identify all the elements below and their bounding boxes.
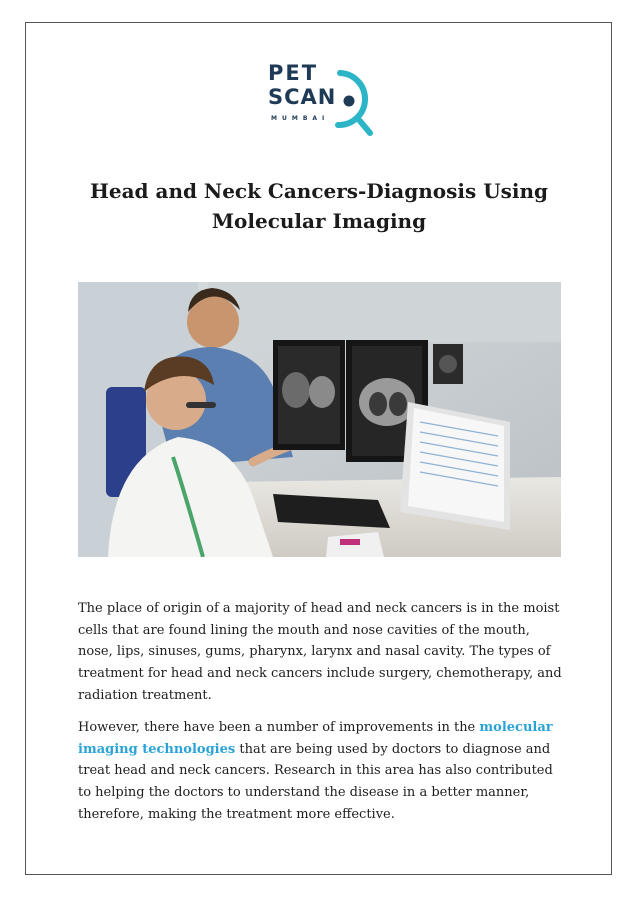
logo-scan: SCAN [268, 85, 337, 109]
petscan-logo [268, 63, 380, 143]
paragraph-2 [78, 717, 568, 826]
paragraph-2-intro: However, there have been a number of improvements in the [78, 720, 480, 735]
logo-mumbai: MUMBAI [271, 115, 330, 122]
title-line-1: Head and Neck Cancers-Diagnosis Using [89, 179, 549, 203]
paragraph-2-rest: that are being used by doctors to diagnose and treat head and neck cancers. Research in this area has also contributed to helping the doctors to understand the disease in a better manner, therefore, making the treatment more effective. [78, 741, 553, 822]
logo-pet: PET [268, 61, 319, 85]
molecular-imaging-link[interactable]: molecular imaging technologies [78, 720, 553, 757]
paragraph-1: The place of origin of a majority of head and neck cancers is in the moist cells that are found lining the mouth and nose cavities of the mouth, nose, lips, sinuses, gums, pharynx, larynx and nasal cavity. The types of treatment for head and neck cancers include surgery, chemotherapy, and radiation treatment. [78, 601, 562, 703]
page-title [60, 176, 578, 236]
doctors-reviewing-scans-photo [78, 282, 561, 557]
title-line-2: Molecular Imaging [211, 209, 427, 233]
